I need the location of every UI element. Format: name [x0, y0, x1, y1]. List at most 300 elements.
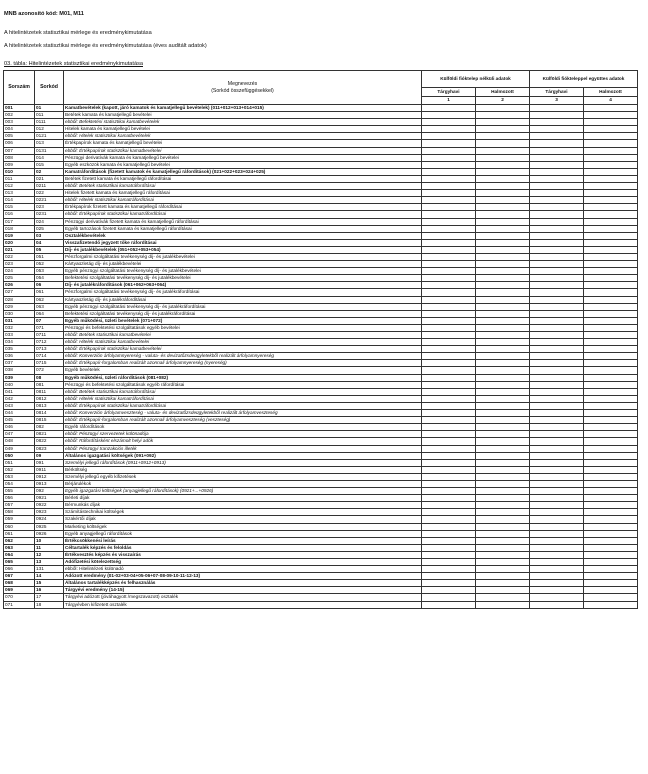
row-value-col-2 [476, 183, 530, 190]
row-value-col-2 [476, 388, 530, 395]
row-value-col-4 [584, 310, 638, 317]
row-megnevezes: Osztalékbevételek [64, 232, 422, 239]
row-value-col-4 [584, 133, 638, 140]
row-megnevezes: ebből: Hitelek statisztikai kamatbevételei [64, 339, 422, 346]
row-value-col-3 [530, 516, 584, 523]
row-sorkod: 0712 [35, 339, 64, 346]
row-value-col-4 [584, 502, 638, 509]
table-row [4, 324, 638, 331]
row-value-col-2 [476, 495, 530, 502]
row-value-col-1 [422, 459, 476, 466]
report-code-line: MNB azonosító kód: M01, M11 [4, 11, 84, 17]
row-value-col-4 [584, 175, 638, 182]
row-sorszam: 010 [4, 168, 35, 175]
row-megnevezes: Befektetési szolgáltatási tevékenység díj- és jutalékbevételei [64, 275, 422, 282]
row-megnevezes: ebből: Befektetési statisztikai kamatbevételek [64, 119, 422, 126]
col-header-sorszam: Sorszám [4, 71, 35, 105]
row-megnevezes: Tárgyévben kifizetett osztalék [64, 601, 422, 608]
table-row [4, 502, 638, 509]
row-megnevezes: Pénzügyi derivatívák kamata és kamatjellegű bevételei [64, 154, 422, 161]
row-sorkod: 08 [35, 374, 64, 381]
table-row [4, 495, 638, 502]
table-row [4, 154, 638, 161]
row-value-col-2 [476, 551, 530, 558]
row-value-col-2 [476, 133, 530, 140]
row-sorszam: 035 [4, 346, 35, 353]
row-megnevezes: Értékcsökkenési leírás [64, 537, 422, 544]
row-value-col-4 [584, 473, 638, 480]
row-sorkod: 0913 [35, 480, 64, 487]
table-row [4, 516, 638, 523]
row-megnevezes: Visszafizetendő jegyzett tőke ráfordításai [64, 239, 422, 246]
row-value-col-2 [476, 239, 530, 246]
row-value-col-1 [422, 211, 476, 218]
table-row [4, 473, 638, 480]
table-row [4, 133, 638, 140]
row-sorkod: 053 [35, 268, 64, 275]
row-value-col-3 [530, 544, 584, 551]
row-sorszam: 051 [4, 459, 35, 466]
row-value-col-2 [476, 523, 530, 530]
row-value-col-1 [422, 275, 476, 282]
row-sorszam: 026 [4, 282, 35, 289]
row-sorkod: 0924 [35, 516, 64, 523]
row-megnevezes: Betétek kamata és kamatjellegű bevételei [64, 112, 422, 119]
row-sorkod: 15 [35, 580, 64, 587]
row-sorkod: 054 [35, 275, 64, 282]
row-value-col-3 [530, 573, 584, 580]
row-megnevezes: ebből: Konverzión árfolyamnyereség - valuta- és devizatőzsdeügyletekből realizált árfolyamnyereség [64, 353, 422, 360]
row-value-col-2 [476, 275, 530, 282]
row-sorszam: 013 [4, 190, 35, 197]
row-value-col-2 [476, 161, 530, 168]
row-value-col-3 [530, 197, 584, 204]
table-row [4, 537, 638, 544]
row-value-col-1 [422, 473, 476, 480]
row-value-col-3 [530, 381, 584, 388]
row-value-col-2 [476, 232, 530, 239]
row-sorkod: 062 [35, 296, 64, 303]
row-value-col-4 [584, 289, 638, 296]
row-value-col-4 [584, 410, 638, 417]
row-sorszam: 014 [4, 197, 35, 204]
row-sorkod: 09 [35, 452, 64, 459]
table-row [4, 438, 638, 445]
row-value-col-3 [530, 282, 584, 289]
row-value-col-3 [530, 253, 584, 260]
row-value-col-3 [530, 232, 584, 239]
table-row [4, 303, 638, 310]
row-value-col-4 [584, 246, 638, 253]
row-value-col-4 [584, 523, 638, 530]
row-value-col-1 [422, 360, 476, 367]
row-value-col-2 [476, 395, 530, 402]
row-value-col-1 [422, 537, 476, 544]
row-sorkod: 14 [35, 573, 64, 580]
table-row [4, 268, 638, 275]
row-value-col-4 [584, 168, 638, 175]
row-sorkod: 014 [35, 154, 64, 161]
row-value-col-2 [476, 140, 530, 147]
row-value-col-1 [422, 112, 476, 119]
row-value-col-3 [530, 239, 584, 246]
row-value-col-1 [422, 282, 476, 289]
row-value-col-2 [476, 303, 530, 310]
row-value-col-1 [422, 381, 476, 388]
row-value-col-3 [530, 147, 584, 154]
table-row [4, 161, 638, 168]
table-row [4, 573, 638, 580]
row-value-col-2 [476, 175, 530, 182]
row-sorszam: 017 [4, 218, 35, 225]
row-value-col-3 [530, 410, 584, 417]
row-value-col-4 [584, 466, 638, 473]
row-value-col-1 [422, 190, 476, 197]
table-row [4, 580, 638, 587]
row-value-col-2 [476, 126, 530, 133]
table-row [4, 246, 638, 253]
row-megnevezes: Értékpapírok fizetett kamata és kamatjellegű ráfordításai [64, 204, 422, 211]
row-value-col-4 [584, 417, 638, 424]
row-value-col-1 [422, 580, 476, 587]
row-value-col-1 [422, 573, 476, 580]
row-value-col-4 [584, 424, 638, 431]
row-sorszam: 006 [4, 140, 35, 147]
row-value-col-2 [476, 360, 530, 367]
row-value-col-1 [422, 261, 476, 268]
row-sorszam: 063 [4, 544, 35, 551]
row-sorszam: 044 [4, 410, 35, 417]
table-row [4, 296, 638, 303]
row-value-col-4 [584, 516, 638, 523]
row-value-col-4 [584, 459, 638, 466]
row-value-col-4 [584, 282, 638, 289]
row-value-col-3 [530, 133, 584, 140]
row-value-col-1 [422, 530, 476, 537]
row-megnevezes: Pénzügyi derivatívák fizetett kamata és kamatjellegű ráfordításai [64, 218, 422, 225]
row-value-col-2 [476, 573, 530, 580]
row-sorkod: 16 [35, 587, 64, 594]
col-group-with-branch: Külföldi fiókteleppel együttes adatok [530, 71, 638, 88]
row-megnevezes: Egyéb működési, üzleti ráfordítások (081+082) [64, 374, 422, 381]
row-sorszam: 052 [4, 466, 35, 473]
row-value-col-2 [476, 480, 530, 487]
row-sorszam: 054 [4, 480, 35, 487]
row-value-col-2 [476, 438, 530, 445]
row-value-col-2 [476, 211, 530, 218]
row-value-col-2 [476, 317, 530, 324]
row-sorszam: 064 [4, 551, 35, 558]
row-value-col-2 [476, 190, 530, 197]
col-number-1: 1 [422, 96, 476, 104]
row-sorkod: 0821 [35, 431, 64, 438]
row-value-col-3 [530, 353, 584, 360]
row-value-col-3 [530, 523, 584, 530]
row-value-col-3 [530, 317, 584, 324]
row-value-col-1 [422, 296, 476, 303]
table-row [4, 140, 638, 147]
row-sorszam: 015 [4, 204, 35, 211]
row-sorszam: 030 [4, 310, 35, 317]
table-row [4, 332, 638, 339]
row-value-col-4 [584, 105, 638, 112]
row-value-col-3 [530, 509, 584, 516]
row-value-col-3 [530, 559, 584, 566]
row-sorszam: 045 [4, 417, 35, 424]
row-sorkod: 022 [35, 190, 64, 197]
row-value-col-3 [530, 452, 584, 459]
row-sorszam: 032 [4, 324, 35, 331]
row-sorkod: 0121 [35, 133, 64, 140]
row-value-col-2 [476, 353, 530, 360]
row-sorkod: 061 [35, 289, 64, 296]
row-value-col-2 [476, 367, 530, 374]
table-row [4, 523, 638, 530]
row-value-col-1 [422, 133, 476, 140]
row-value-col-3 [530, 473, 584, 480]
row-value-col-2 [476, 580, 530, 587]
row-megnevezes: ebből: Betétek statisztikai kamatbevételei [64, 332, 422, 339]
row-value-col-3 [530, 126, 584, 133]
row-sorkod: 13 [35, 559, 64, 566]
row-value-col-1 [422, 551, 476, 558]
row-value-col-3 [530, 601, 584, 608]
row-megnevezes: Kamatbevételek (kapott, járó kamatok és kamatjellegű bevételek) (011+012+013+014+015) [64, 105, 422, 112]
table-row [4, 112, 638, 119]
row-value-col-2 [476, 253, 530, 260]
row-megnevezes: ebből: Értékpapírok statisztikai kamatbevételei [64, 346, 422, 353]
row-value-col-3 [530, 459, 584, 466]
table-row [4, 275, 638, 282]
row-value-col-3 [530, 218, 584, 225]
table-row [4, 559, 638, 566]
row-value-col-1 [422, 402, 476, 409]
row-value-col-1 [422, 523, 476, 530]
report-subtitle-1: A hitelintézetek statisztikai mérlege és eredménykimutatása [4, 30, 152, 36]
table-row [4, 367, 638, 374]
row-sorkod: 01 [35, 105, 64, 112]
row-value-col-1 [422, 225, 476, 232]
row-sorkod: 03 [35, 232, 64, 239]
row-value-col-3 [530, 296, 584, 303]
row-sorszam: 008 [4, 154, 35, 161]
row-value-col-4 [584, 261, 638, 268]
row-value-col-3 [530, 168, 584, 175]
row-value-col-1 [422, 374, 476, 381]
row-megnevezes: Egyéb bevételek [64, 367, 422, 374]
row-value-col-4 [584, 488, 638, 495]
table-title: 03. tábla: Hitelintézetek statisztikai eredménykimutatása [4, 61, 143, 67]
row-value-col-1 [422, 509, 476, 516]
row-sorszam: 043 [4, 402, 35, 409]
row-megnevezes: ebből: Betétek statisztikai kamatráfordításai [64, 183, 422, 190]
row-value-col-4 [584, 530, 638, 537]
table-row [4, 218, 638, 225]
row-value-col-2 [476, 424, 530, 431]
table-row [4, 126, 638, 133]
row-value-col-3 [530, 161, 584, 168]
row-value-col-1 [422, 587, 476, 594]
table-row [4, 480, 638, 487]
row-value-col-3 [530, 105, 584, 112]
row-sorszam: 034 [4, 339, 35, 346]
report-subtitle-2: A hitelintézetek statisztikai mérlege és eredménykimutatása (éves auditált adatok) [4, 43, 207, 49]
row-value-col-1 [422, 161, 476, 168]
row-sorkod: 082 [35, 424, 64, 431]
row-value-col-4 [584, 225, 638, 232]
row-value-col-1 [422, 424, 476, 431]
row-sorkod: 0814 [35, 410, 64, 417]
row-value-col-3 [530, 183, 584, 190]
table-row [4, 530, 638, 537]
row-value-col-4 [584, 197, 638, 204]
row-value-col-4 [584, 587, 638, 594]
row-value-col-2 [476, 587, 530, 594]
row-value-col-4 [584, 452, 638, 459]
row-sorszam: 027 [4, 289, 35, 296]
row-value-col-4 [584, 190, 638, 197]
row-value-col-1 [422, 239, 476, 246]
row-megnevezes: ebből: Konverzión árfolyamveszteség - valuta- és devizatőzsdeügyletekből realizált árfolyamveszteség [64, 410, 422, 417]
row-value-col-2 [476, 452, 530, 459]
row-value-col-3 [530, 495, 584, 502]
row-value-col-2 [476, 204, 530, 211]
row-sorkod: 0926 [35, 530, 64, 537]
row-sorkod: 072 [35, 367, 64, 374]
row-value-col-2 [476, 466, 530, 473]
row-value-col-1 [422, 480, 476, 487]
row-value-col-3 [530, 388, 584, 395]
row-megnevezes: ebből: Hitelek statisztikai kamatráfordításai [64, 197, 422, 204]
table-row [4, 452, 638, 459]
row-value-col-4 [584, 601, 638, 608]
table-row [4, 105, 638, 112]
row-value-col-3 [530, 175, 584, 182]
table-row [4, 431, 638, 438]
row-value-col-1 [422, 310, 476, 317]
row-sorszam: 048 [4, 438, 35, 445]
row-value-col-4 [584, 566, 638, 573]
row-value-col-1 [422, 140, 476, 147]
row-value-col-4 [584, 324, 638, 331]
row-megnevezes: Egyéb pénzügyi szolgáltatási tevékenység díj- és jutalékbevételei [64, 268, 422, 275]
row-value-col-3 [530, 310, 584, 317]
row-sorszam: 023 [4, 261, 35, 268]
row-sorkod: 024 [35, 218, 64, 225]
row-sorkod: 0812 [35, 395, 64, 402]
table-row [4, 225, 638, 232]
row-value-col-2 [476, 381, 530, 388]
table-row [4, 175, 638, 182]
row-megnevezes: Személyi jellegű egyéb kifizetések [64, 473, 422, 480]
row-value-col-4 [584, 218, 638, 225]
row-value-col-1 [422, 332, 476, 339]
row-value-col-4 [584, 317, 638, 324]
table-row [4, 374, 638, 381]
row-sorkod: 11 [35, 544, 64, 551]
row-sorkod: 0211 [35, 183, 64, 190]
row-megnevezes: Egyéb pénzügyi szolgáltatási tevékenység díj- és jutalékráfordításai [64, 303, 422, 310]
row-value-col-3 [530, 275, 584, 282]
row-value-col-4 [584, 161, 638, 168]
row-value-col-1 [422, 289, 476, 296]
row-value-col-4 [584, 438, 638, 445]
row-value-col-3 [530, 360, 584, 367]
row-sorszam: 040 [4, 381, 35, 388]
row-sorszam: 055 [4, 488, 35, 495]
row-value-col-2 [476, 473, 530, 480]
row-value-col-2 [476, 459, 530, 466]
row-sorkod: 081 [35, 381, 64, 388]
row-value-col-2 [476, 537, 530, 544]
row-value-col-4 [584, 381, 638, 388]
table-row [4, 147, 638, 154]
col-header-halmozott-4: Halmozott [584, 88, 638, 96]
row-sorkod: 0923 [35, 509, 64, 516]
row-value-col-1 [422, 452, 476, 459]
row-value-col-4 [584, 353, 638, 360]
row-megnevezes: Bérmunkás díjak [64, 502, 422, 509]
row-sorszam: 018 [4, 225, 35, 232]
row-value-col-1 [422, 197, 476, 204]
row-value-col-4 [584, 559, 638, 566]
row-sorkod: 011 [35, 112, 64, 119]
row-sorszam: 049 [4, 445, 35, 452]
row-sorszam: 057 [4, 502, 35, 509]
row-megnevezes: Egyéb tartozások fizetett kamata és kamatjellegű ráfordításai [64, 225, 422, 232]
row-value-col-2 [476, 289, 530, 296]
row-value-col-2 [476, 246, 530, 253]
row-sorkod: 092 [35, 488, 64, 495]
table-row [4, 360, 638, 367]
row-megnevezes: ebből: Betétek statisztikai kamatráfordításai [64, 388, 422, 395]
row-value-col-3 [530, 480, 584, 487]
row-sorszam: 029 [4, 303, 35, 310]
row-value-col-2 [476, 310, 530, 317]
row-value-col-4 [584, 544, 638, 551]
row-megnevezes: Számítástechnikai költségek [64, 509, 422, 516]
table-row [4, 594, 638, 601]
row-sorszam: 004 [4, 126, 35, 133]
row-value-col-4 [584, 537, 638, 544]
table-row [4, 339, 638, 346]
row-value-col-2 [476, 544, 530, 551]
row-value-col-1 [422, 246, 476, 253]
row-sorszam: 019 [4, 232, 35, 239]
row-value-col-3 [530, 530, 584, 537]
row-value-col-4 [584, 402, 638, 409]
row-sorkod: 0823 [35, 445, 64, 452]
row-megnevezes: Hitelek kamata és kamatjellegű bevételei [64, 126, 422, 133]
table-body [4, 105, 638, 609]
row-sorkod: 10 [35, 537, 64, 544]
row-sorkod: 0921 [35, 495, 64, 502]
row-sorkod: 05 [35, 246, 64, 253]
row-value-col-2 [476, 601, 530, 608]
row-megnevezes: ebből: Ráfordításként elszámolt helyi adók [64, 438, 422, 445]
row-sorszam: 009 [4, 161, 35, 168]
row-sorkod: 023 [35, 204, 64, 211]
row-value-col-1 [422, 566, 476, 573]
col-header-targyhavi-3: Tárgyhavi [530, 88, 584, 96]
row-value-col-2 [476, 147, 530, 154]
row-megnevezes: ebből: Hitelintézeti különadó [64, 566, 422, 573]
row-value-col-3 [530, 502, 584, 509]
row-value-col-3 [530, 395, 584, 402]
table-row [4, 388, 638, 395]
row-value-col-1 [422, 317, 476, 324]
row-megnevezes: ebből: Értékpapírok statisztikai kamatbevételei [64, 147, 422, 154]
